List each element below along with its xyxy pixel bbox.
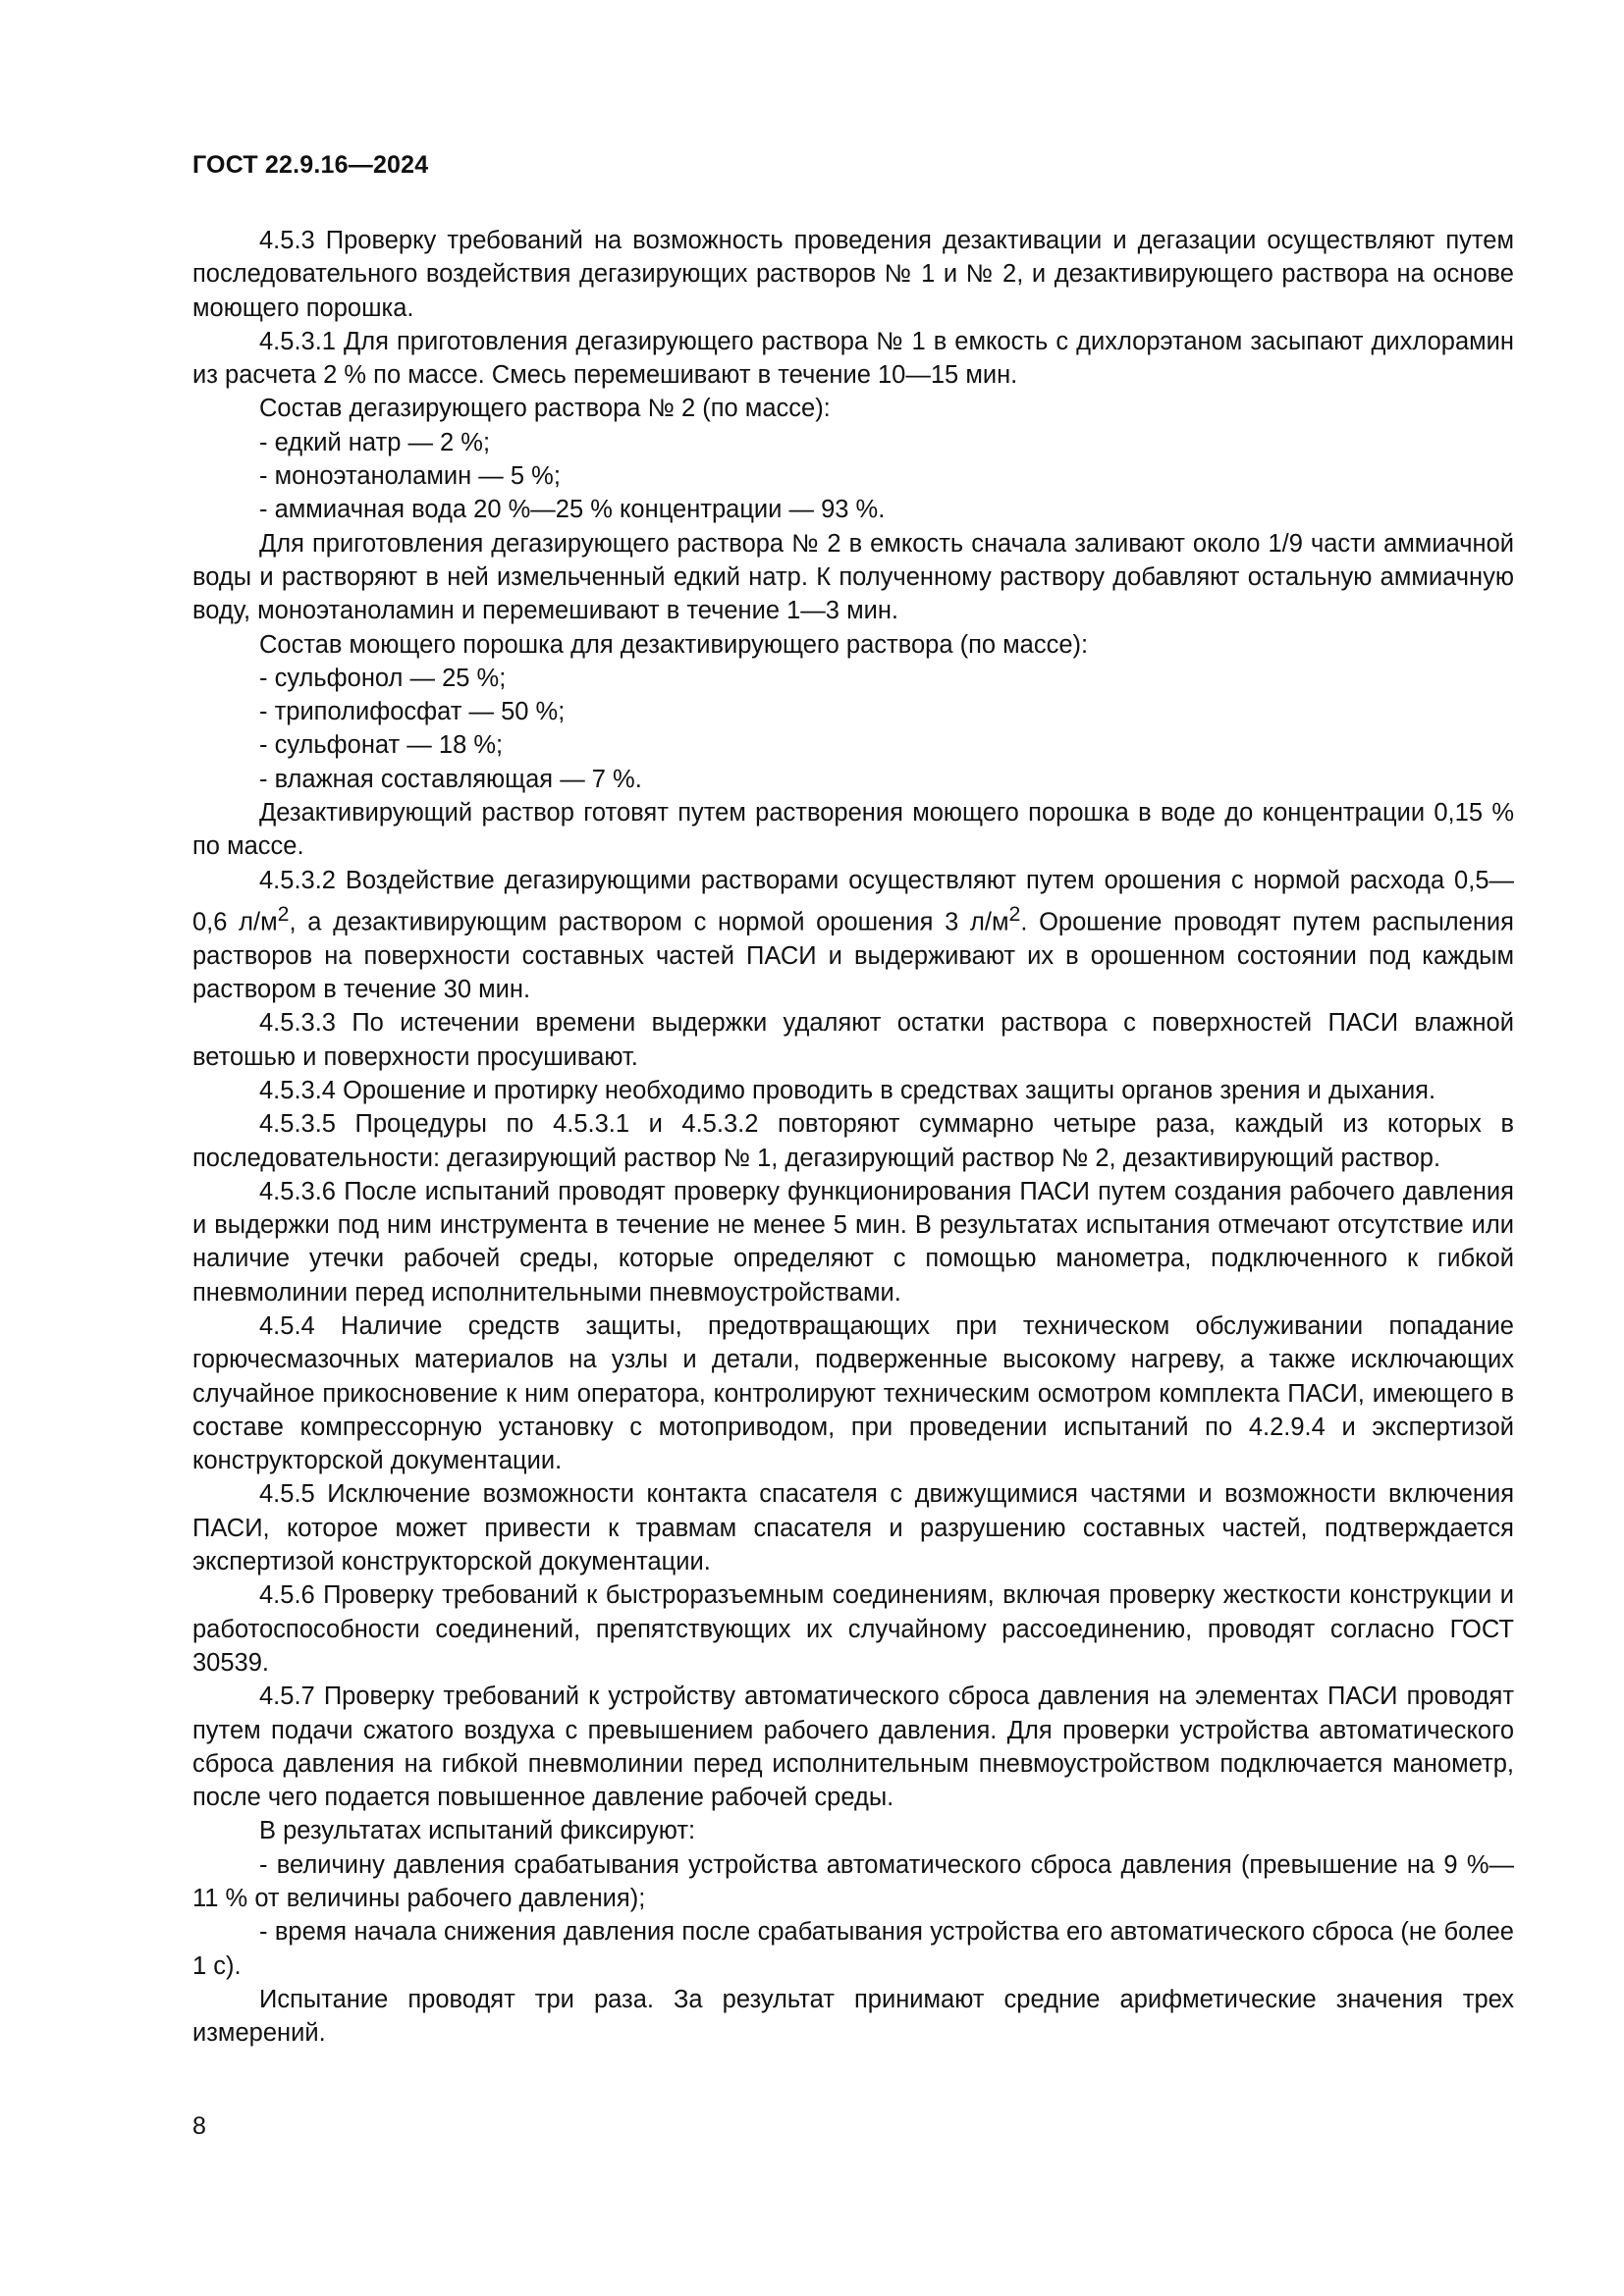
clause-4-5-3-2-part-a: 4.5.3.2 Воздействие дегазирующими растворами осуществляют путем орошения с нормой расхода 0,5—0,6 л/м (192, 866, 1514, 936)
page-number: 8 (192, 2112, 206, 2140)
clause-4-5-3-6: 4.5.3.6 После испытаний проводят проверку функционирования ПАСИ путем создания рабочего давления и выдержки под ним инструмента в течение не менее 5 мин. В результатах испытания отмечают отсутствие или наличие утечки рабочей среды, которые определяют с помощью манометра, подключенного к гибкой пневмолинии перед исполнительными пневмоустройствами. (192, 1177, 1514, 1307)
clause-4-5-4: 4.5.4 Наличие средств защиты, предотвращающих при техническом обслуживании попадание горючесмазочных материалов на узлы и детали, подверженные высокому нагреву, а также исключающих случайное прикосновение к ним оператора, контролируют техническим осмотром комплекта ПАСИ, имеющего в составе компрессорную установку с мотоприводом, при проведении испытаний по 4.2.9.4 и экспертизой конструкторской документации. (192, 1312, 1514, 1475)
document-body (192, 224, 1514, 2051)
solution-2-preparation: Для приготовления дегазирующего раствора № 2 в емкость сначала заливают около 1/9 части аммиачной воды и растворяют в ней измельченный едкий натр. К полученному раствору добавляют остальную аммиачную воду, моноэтаноламин и перемешивают в течение 1—3 мин. (192, 529, 1514, 625)
test-repetition-note: Испытание проводят три раза. За результат принимают средние арифметические значения трех измерений. (192, 1985, 1514, 2048)
clause-4-5-3-4: 4.5.3.4 Орошение и протирку необходимо проводить в средствах защиты органов зрения и дыхания. (259, 1076, 1436, 1104)
clause-4-5-3-2-part-b: , а дезактивирующим раствором с нормой орошения 3 л/м (289, 908, 1009, 936)
clause-4-5-3-2 (192, 864, 1514, 1007)
clause-4-5-6: 4.5.6 Проверку требований к быстроразъемным соединениям, включая проверку жесткости конструкции и работоспособности соединений, препятствующих их случайному рассоединению, проводят согласно ГОСТ 30539. (192, 1581, 1514, 1677)
list-item: - аммиачная вода 20 %—25 % концентрации — 93 %. (192, 493, 1514, 526)
list-item: - влажная составляющая — 7 %. (192, 763, 1514, 796)
clause-4-5-3-2-part-c: . Орошение проводят путем распыления растворов на поверхности составных частей ПАСИ и выдерживают их в орошенном состоянии под каждым раствором в течение 30 мин. (192, 908, 1514, 1004)
test-result-item: - время начала снижения давления после срабатывания устройства его автоматического сброса (не более 1 с). (192, 1918, 1514, 1980)
list-item: - едкий натр — 2 %; (192, 426, 1514, 459)
test-result-item: - величину давления срабатывания устройства автоматического сброса давления (превышение на 9 %—11 % от величины рабочего давления); (192, 1850, 1514, 1913)
solution-2-composition-heading: Состав дегазирующего раствора № 2 (по массе): (259, 395, 831, 423)
clause-4-5-3: 4.5.3 Проверку требований на возможность проведения дезактивации и дегазации осуществляют путем последовательного воздействия дегазирующих растворов № 1 и № 2, и дезактивирующего раствора на основе моющего порошка. (192, 227, 1514, 322)
clause-4-5-5: 4.5.5 Исключение возможности контакта спасателя с движущимися частями и возможности включения ПАСИ, которое может привести к травмам спасателя и разрушению составных частей, подтверждается экспертизой конструкторской документации. (192, 1480, 1514, 1576)
list-item: - сульфонат — 18 %; (192, 728, 1514, 762)
decontaminating-solution-preparation: Дезактивирующий раствор готовят путем растворения моющего порошка в воде до концентрации 0,15 % по массе. (192, 799, 1514, 861)
clause-4-5-3-1: 4.5.3.1 Для приготовления дегазирующего раствора № 1 в емкость с дихлорэтаном засыпают дихлорамин из расчета 2 % по массе. Смесь перемешивают в течение 10—15 мин. (192, 327, 1514, 390)
powder-composition-heading: Состав моющего порошка для дезактивирующего раствора (по массе): (259, 630, 1089, 659)
test-results-heading: В результатах испытаний фиксируют: (259, 1817, 696, 1845)
clause-4-5-3-5: 4.5.3.5 Процедуры по 4.5.3.1 и 4.5.3.2 повторяют суммарно четыре раза, каждый из которых в последовательности: дегазирующий раствор № 1, дегазирующий раствор № 2, дезактивирующий раствор. (192, 1110, 1514, 1172)
superscript: 2 (1008, 901, 1021, 926)
document-code-header: ГОСТ 22.9.16—2024 (192, 151, 429, 179)
clause-4-5-7: 4.5.7 Проверку требований к устройству автоматического сброса давления на элементах ПАСИ проводят путем подачи сжатого воздуха с превышением рабочего давления. Для проверки устройства автоматического сброса давления на гибкой пневмолинии перед исполнительным пневмоустройством подключается манометр, после чего подается повышенное давление рабочей среды. (192, 1682, 1514, 1812)
superscript: 2 (277, 901, 290, 926)
list-item: - сульфонол — 25 %; (192, 662, 1514, 695)
clause-4-5-3-3: 4.5.3.3 По истечении времени выдержки удаляют остатки раствора с поверхностей ПАСИ влажной ветошью и поверхности просушивают. (192, 1009, 1514, 1071)
list-item: - моноэтаноламин — 5 %; (192, 459, 1514, 493)
list-item: - триполифосфат — 50 %; (192, 695, 1514, 728)
